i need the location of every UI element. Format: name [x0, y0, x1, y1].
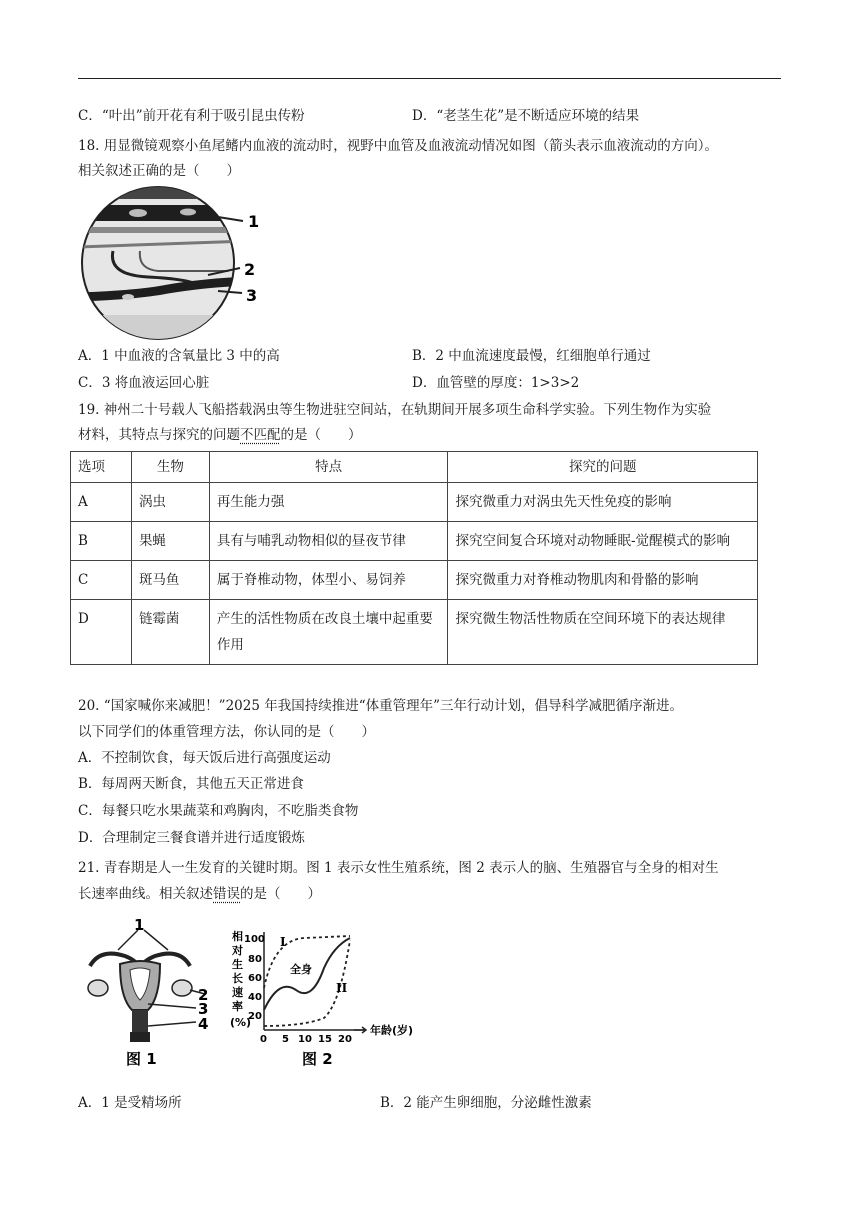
fig2-curve-label-i: I	[280, 935, 286, 949]
fig-label-2: 2	[244, 260, 256, 279]
header-option: 选项	[71, 452, 132, 483]
q20-option-b[interactable]: B．每周两天断食，其他五天正常进食	[78, 776, 304, 792]
cell-question: 探究空间复合环境对动物睡眠-觉醒模式的影响	[448, 522, 758, 561]
header-organism: 生物	[131, 452, 209, 483]
fig1-label-1: 1	[134, 918, 145, 934]
q20-stem-line1: 20. “国家喊你来减肥！”2025 年我国持续推进“体重管理年”三年行动计划，倡导科学减肥循序渐进。	[78, 698, 684, 714]
q19-stem-pre: 材料，其特点与探究的问题	[78, 427, 240, 443]
table-row	[71, 522, 758, 561]
table-row	[71, 561, 758, 600]
cell-question: 探究微重力对涡虫先天性免疫的影响	[448, 483, 758, 522]
q20-option-d[interactable]: D．合理制定三餐食谱并进行适度锻炼	[78, 830, 305, 846]
header-rule	[78, 78, 781, 79]
q17-option-c[interactable]: C．“叶出”前开花有利于吸引昆虫传粉	[78, 108, 305, 124]
cell-feature: 产生的活性物质在改良土壤中起重要作用	[209, 600, 448, 665]
svg-text:率: 率	[232, 1000, 243, 1013]
fig2-ytick: 40	[248, 992, 262, 1003]
q21-option-a[interactable]: A．1 是受精场所	[78, 1095, 182, 1111]
fig2-ytick: 60	[248, 973, 262, 984]
cell-feature: 具有与哺乳动物相似的昼夜节律	[209, 522, 448, 561]
table-row	[71, 483, 758, 522]
svg-text:(%): (%)	[230, 1016, 252, 1029]
cell-question: 探究微重力对脊椎动物肌肉和骨骼的影响	[448, 561, 758, 600]
cell-option: D	[71, 600, 132, 665]
fig-label-3: 3	[246, 286, 258, 305]
fig1-label-2: 2	[198, 986, 209, 1004]
fig2-xtick: 10	[298, 1034, 312, 1045]
q19-stem-post: 的是（ ）	[280, 427, 362, 443]
reproductive-system-figure	[80, 918, 215, 1070]
cell-organism: 果蝇	[131, 522, 209, 561]
svg-text:相: 相	[232, 930, 243, 943]
q21-stem-line1: 21. 青春期是人一生发育的关键时期。图 1 表示女性生殖系统，图 2 表示人的脑、生殖器官与全身的相对生	[78, 860, 719, 876]
q20-option-a[interactable]: A．不控制饮食，每天饭后进行高强度运动	[78, 750, 331, 766]
cell-question: 探究微生物活性物质在空间环境下的表达规律	[448, 600, 758, 665]
q20-option-c[interactable]: C．每餐只吃水果蔬菜和鸡胸肉，不吃脂类食物	[78, 803, 359, 819]
q18-option-c[interactable]: C．3 将血液运回心脏	[78, 375, 210, 391]
table-header-row	[71, 452, 758, 483]
fig2-ytick: 80	[248, 954, 262, 965]
growth-curve-figure	[224, 918, 439, 1070]
q17-option-d[interactable]: D．“老茎生花”是不断适应环境的结果	[412, 108, 640, 124]
fig2-caption: 图 2	[302, 1050, 333, 1068]
q21-stem-pre: 长速率曲线。相关叙述	[78, 886, 213, 902]
fig2-xtick: 0	[260, 1034, 267, 1045]
cell-organism: 斑马鱼	[131, 561, 209, 600]
svg-text:对: 对	[232, 944, 243, 957]
fig2-curve-label-ii: II	[336, 981, 348, 995]
q18-option-d[interactable]: D．血管壁的厚度：1>3>2	[412, 375, 580, 391]
svg-text:生: 生	[232, 958, 243, 971]
cell-organism: 链霉菌	[131, 600, 209, 665]
cell-feature: 属于脊椎动物，体型小、易饲养	[209, 561, 448, 600]
fig1-caption: 图 1	[126, 1050, 157, 1068]
fig2-ytick: 20	[248, 1011, 262, 1022]
q18-stem-line1: 18. 用显微镜观察小鱼尾鳍内血液的流动时，视野中血管及血液流动情况如图（箭头表示血液流动的方向）。	[78, 138, 719, 154]
q20-stem-line2: 以下同学们的体重管理方法，你认同的是（ ）	[78, 724, 375, 740]
fig2-xtick: 15	[318, 1034, 332, 1045]
cell-option: B	[71, 522, 132, 561]
fig1-label-3: 3	[198, 1000, 209, 1018]
q18-option-b[interactable]: B．2 中血流速度最慢，红细胞单行通过	[412, 348, 651, 364]
fig2-xtick: 20	[338, 1034, 352, 1045]
q21-stem-emphasis: 错误	[213, 886, 240, 902]
q19-table	[70, 451, 758, 665]
microscope-view-figure	[78, 185, 268, 343]
cell-feature: 再生能力强	[209, 483, 448, 522]
fig1-label-4: 4	[198, 1015, 209, 1033]
q21-stem-post: 的是（ ）	[240, 886, 321, 902]
cell-option: A	[71, 483, 132, 522]
svg-text:长: 长	[232, 972, 243, 985]
q18-option-a[interactable]: A．1 中血液的含氧量比 3 中的高	[78, 348, 280, 364]
q19-stem-emphasis: 不匹配	[240, 427, 281, 443]
fig2-xtick: 5	[282, 1034, 289, 1045]
q19-stem-line2	[78, 425, 362, 445]
fig2-curve-label-body: 全身	[290, 963, 312, 976]
fig2-xlabel: 年龄(岁)	[370, 1024, 414, 1037]
q18-stem-line2: 相关叙述正确的是（ ）	[78, 163, 240, 179]
q21-option-b[interactable]: B．2 能产生卵细胞，分泌雌性激素	[380, 1095, 592, 1111]
header-feature: 特点	[209, 452, 448, 483]
header-question: 探究的问题	[448, 452, 758, 483]
svg-text:速: 速	[232, 986, 243, 999]
cell-option: C	[71, 561, 132, 600]
fig-label-1: 1	[248, 212, 260, 231]
table-row	[71, 600, 758, 665]
cell-organism: 涡虫	[131, 483, 209, 522]
q21-stem-line2	[78, 884, 321, 904]
q19-stem-line1: 19. 神州二十号载人飞船搭载涡虫等生物进驻空间站，在轨期间开展多项生命科学实验。下列生物作为实验	[78, 402, 712, 418]
fig2-ytick: 100	[244, 934, 265, 945]
